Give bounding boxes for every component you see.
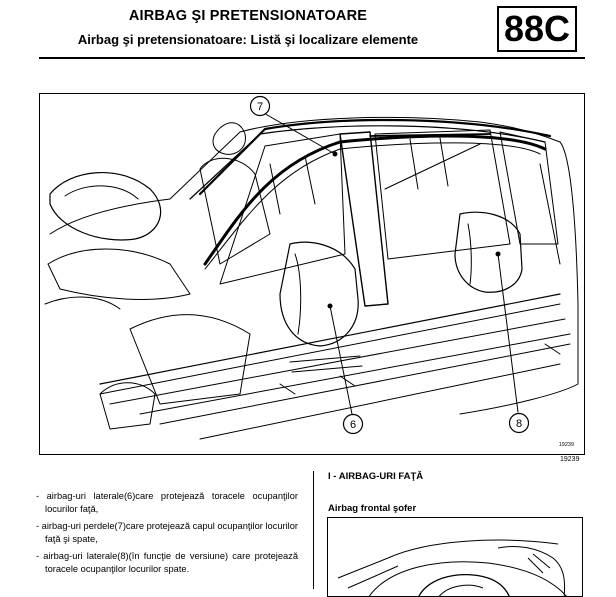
car-cutaway-drawing	[40, 94, 585, 455]
airbag-location-figure	[39, 93, 585, 455]
dashboard-drawing	[328, 518, 583, 597]
header-divider	[39, 57, 585, 59]
callout-7: 7	[256, 101, 264, 113]
rear-seat	[455, 212, 522, 292]
leader-line-6	[330, 306, 352, 414]
figure-inner-reference: 19239	[558, 442, 574, 448]
section-code-badge: 88C	[497, 6, 577, 52]
leader-line-7	[262, 112, 335, 154]
page-title: AIRBAG ŞI PRETENSIONATOARE	[128, 8, 368, 24]
driver-airbag-figure	[327, 517, 583, 597]
car-body-outline	[50, 117, 578, 414]
list-item: - airbag-uri perdele(7)care protejează capul ocupanţilor locurilor faţă şi spate,	[36, 521, 298, 544]
front-seat	[280, 242, 358, 346]
steering-wheel	[50, 173, 161, 240]
rear-window	[375, 130, 510, 259]
b-pillar	[340, 132, 388, 306]
list-item: - airbag-uri laterale(8)(în funcţie de versiune) care protejează toracele ocupanţilor locurilor spate.	[36, 551, 298, 574]
callout-8: 8	[515, 418, 523, 430]
airbag-notes-list	[36, 490, 298, 580]
figure-reference-number: 19239	[560, 456, 580, 463]
subsection-heading: Airbag frontal şofer	[328, 503, 417, 514]
list-item: - airbag-uri laterale(6)care protejează toracele ocupanţilor locurilor faţă,	[36, 491, 298, 514]
section-heading: I - AIRBAG-URI FAŢĂ	[328, 471, 424, 482]
leader-line-8	[498, 254, 518, 412]
column-divider	[313, 471, 314, 589]
callout-6: 6	[349, 419, 357, 431]
driver-silhouette	[213, 123, 245, 155]
page-subtitle: Airbag şi pretensionatoare: Listă şi localizare elemente	[77, 32, 419, 47]
